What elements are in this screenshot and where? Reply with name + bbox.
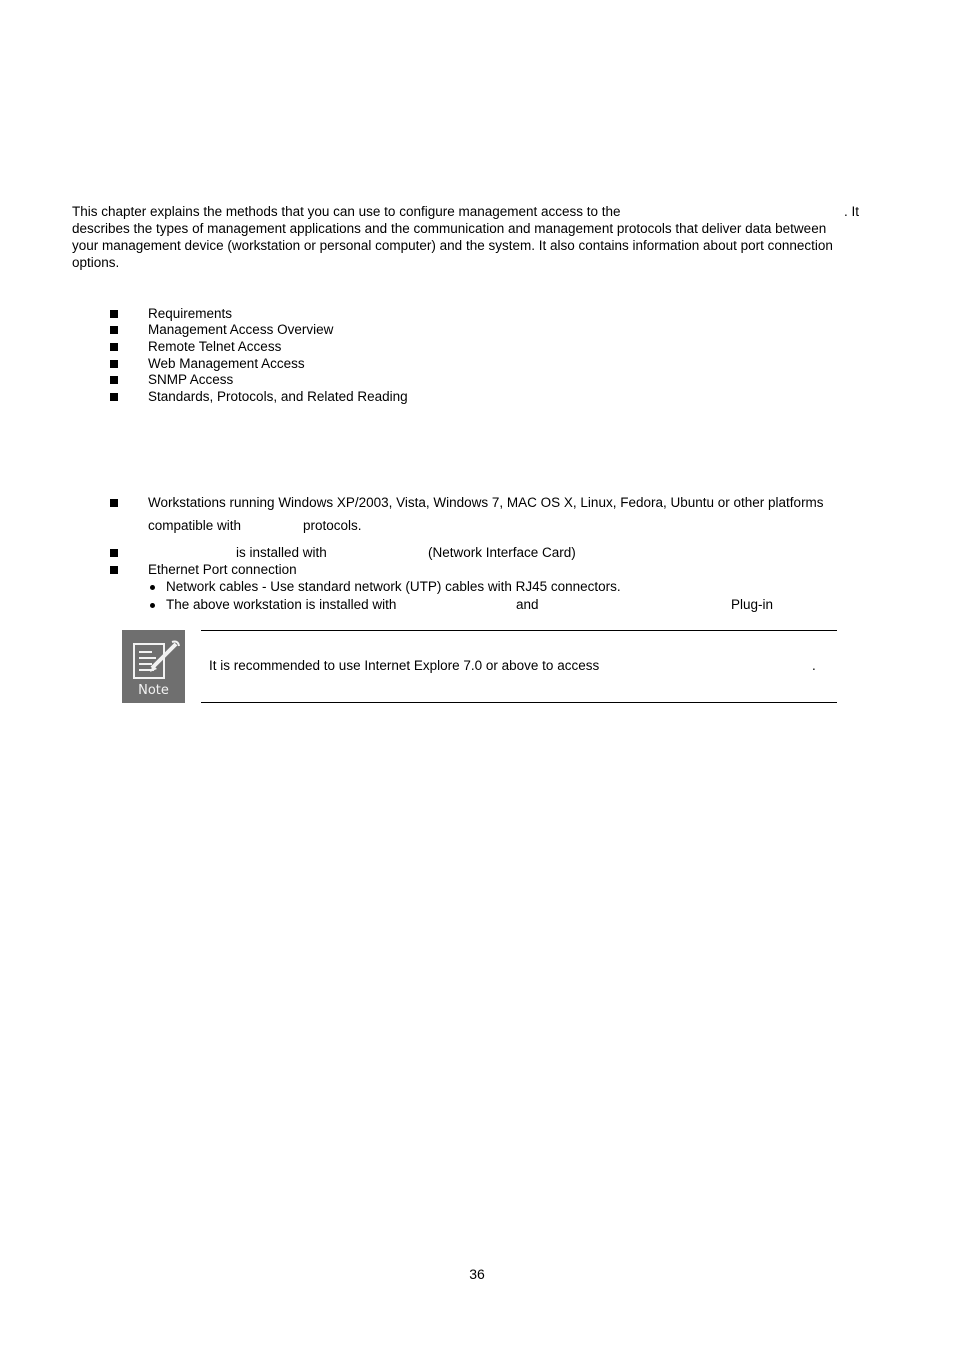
page-number: 36: [469, 1266, 485, 1282]
bullet-dot-icon: [150, 585, 155, 590]
list-item-continuation: compatible with: [148, 518, 242, 533]
bullet-square-icon: [110, 393, 118, 401]
list-item: Requirements: [148, 306, 233, 321]
intro-line-2: describes the types of management applications and the communication and management protocols that deliver data between: [72, 221, 827, 236]
list-item: Ethernet Port connection: [148, 562, 297, 577]
intro-line-3: your management device (workstation or personal computer) and the system. It also contains information about port connection: [72, 238, 833, 253]
list-item: (Network Interface Card): [428, 545, 576, 560]
intro-text: This chapter explains the methods that you can use to configure management access to the: [72, 204, 621, 219]
bullet-square-icon: [110, 499, 118, 507]
bullet-square-icon: [110, 376, 118, 384]
intro-line-1-end: . It: [844, 204, 860, 219]
note-top-rule: [201, 630, 837, 631]
sub-list-item: and: [516, 597, 539, 612]
list-item: Standards, Protocols, and Related Reading: [148, 389, 408, 404]
list-item: SNMP Access: [148, 372, 234, 387]
bullet-square-icon: [110, 343, 118, 351]
bullet-square-icon: [110, 360, 118, 368]
bullet-square-icon: [110, 326, 118, 334]
note-text-end: .: [812, 658, 816, 673]
bullet-square-icon: [110, 566, 118, 574]
sub-list-item: The above workstation is installed with: [166, 597, 397, 612]
list-item: is installed with: [236, 545, 327, 560]
bullet-dot-icon: [150, 603, 155, 608]
notepad-pen-icon: [122, 634, 185, 684]
note-text: It is recommended to use Internet Explore 7.0 or above to access: [209, 658, 600, 673]
note-icon-label: Note: [138, 683, 169, 698]
intro-line-4: options.: [72, 255, 120, 270]
bullet-square-icon: [110, 310, 118, 318]
list-item-continuation: protocols.: [303, 518, 362, 533]
sub-list-item: Plug-in: [731, 597, 774, 612]
list-item: Workstations running Windows XP/2003, Vista, Windows 7, MAC OS X, Linux, Fedora, Ubuntu or other platforms: [148, 495, 824, 510]
list-item: Remote Telnet Access: [148, 339, 282, 354]
bullet-square-icon: [110, 549, 118, 557]
intro-line-1: [72, 203, 621, 220]
list-item: Web Management Access: [148, 356, 305, 371]
list-item: Management Access Overview: [148, 322, 334, 337]
note-icon: [122, 630, 185, 703]
sub-list-item: Network cables - Use standard network (UTP) cables with RJ45 connectors.: [166, 579, 621, 594]
note-bottom-rule: [201, 702, 837, 703]
